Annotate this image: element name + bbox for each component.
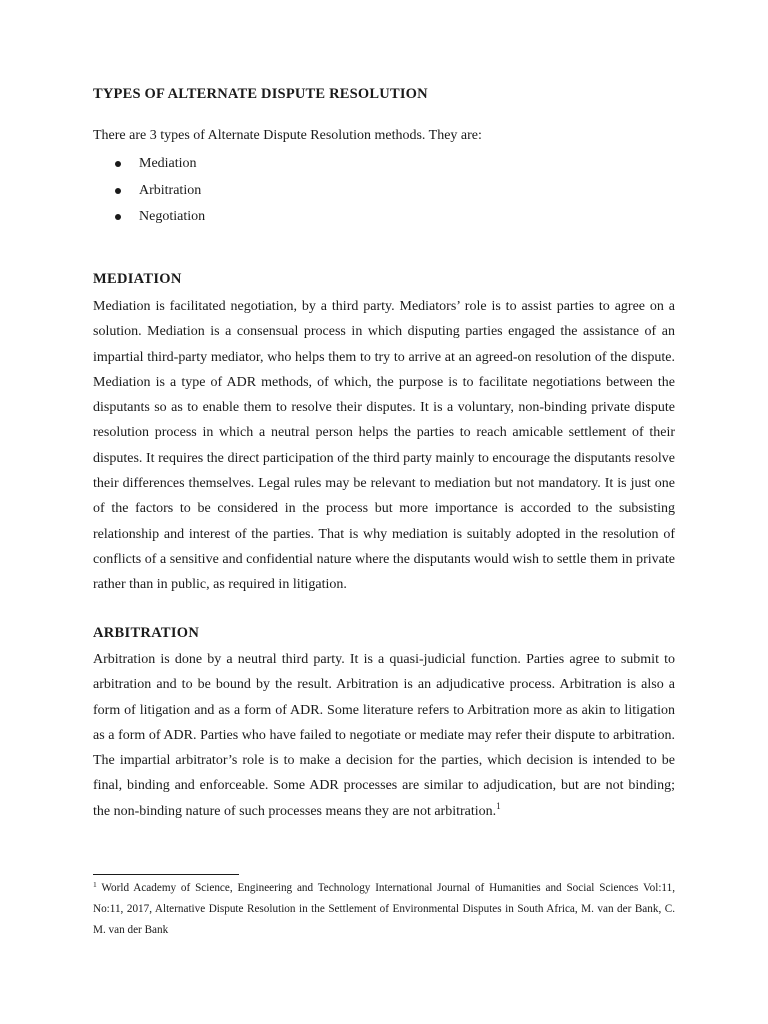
footnote <box>93 878 675 940</box>
document-title: TYPES OF ALTERNATE DISPUTE RESOLUTION <box>93 86 428 102</box>
mediation-heading: MEDIATION <box>93 271 182 287</box>
footnote-marker: 1 <box>93 880 97 889</box>
arbitration-heading: ARBITRATION <box>93 625 200 641</box>
list-item <box>93 181 205 208</box>
list-item-label: Arbitration <box>139 182 202 198</box>
list-item-label: Negotiation <box>139 209 206 224</box>
arbitration-paragraph <box>93 647 675 824</box>
mediation-paragraph: Mediation is facilitated negotiation, by a third party. Mediators’ role is to assist parties to agree on a solution. Mediation is a consensual process in which disputing parties engaged the assistance of an impartial third-party mediator, who helps them to try to arrive at an agreed-on resolution of the dispute. Mediation is a type of ADR methods, of which, the purpose is to facilitate negotiations between the disputants so as to enable them to resolve their disputes. It is a voluntary, non-binding private dispute resolution process in which a neutral person helps the parties to reach amicable settlement of their disputes. It requires the direct participation of the third party mainly to encourage the disputants resolve their differences themselves. Legal rules may be relevant to mediation but not mandatory. It is just one of the factors to be considered in the process but more importance is accorded to the subsisting relationship and interest of the parties. That is why mediation is suitably adopted in the resolution of conflicts of a sensitive and confidential nature where the disputants would wish to settle them in private rather than in public, as required in litigation. <box>93 299 675 593</box>
list-item-label: Mediation <box>139 156 197 171</box>
footnote-text: World Academy of Science, Engineering and Technology International Journal of Humanities and Social Sciences Vol:11, No:11, 2017, Alternative Dispute Resolution in the Settlement of Environmental Disputes in South Africa, M. van der Bank, C. M. van der Bank <box>93 882 675 936</box>
bullet-icon <box>115 161 121 167</box>
list-item <box>93 154 205 181</box>
list-item <box>93 207 205 234</box>
bullet-icon <box>115 188 121 194</box>
footnote-reference[interactable]: 1 <box>496 800 501 811</box>
bullet-icon <box>115 214 121 220</box>
intro-paragraph: There are 3 types of Alternate Dispute Resolution methods. They are: <box>93 128 482 143</box>
arbitration-body: Arbitration is done by a neutral third party. It is a quasi-judicial function. Parties agree to submit to arbitration and to be bound by the result. Arbitration is an adjudicative process. Arbitration is also a form of litigation and as a form of ADR. Some literature refers to Arbitration more as akin to litigation as a form of ADR. Parties who have failed to negotiate or mediate may refer their dispute to arbitration. The impartial arbitrator’s role is to make a decision for the parties, which decision is intended to be final, binding and enforceable. Some ADR processes are similar to adjudication, but are not binding; the non-binding nature of such processes means they are not arbitration. <box>93 652 675 819</box>
document-page <box>93 0 675 1024</box>
footnote-divider <box>93 874 239 875</box>
adr-types-list <box>93 154 205 234</box>
